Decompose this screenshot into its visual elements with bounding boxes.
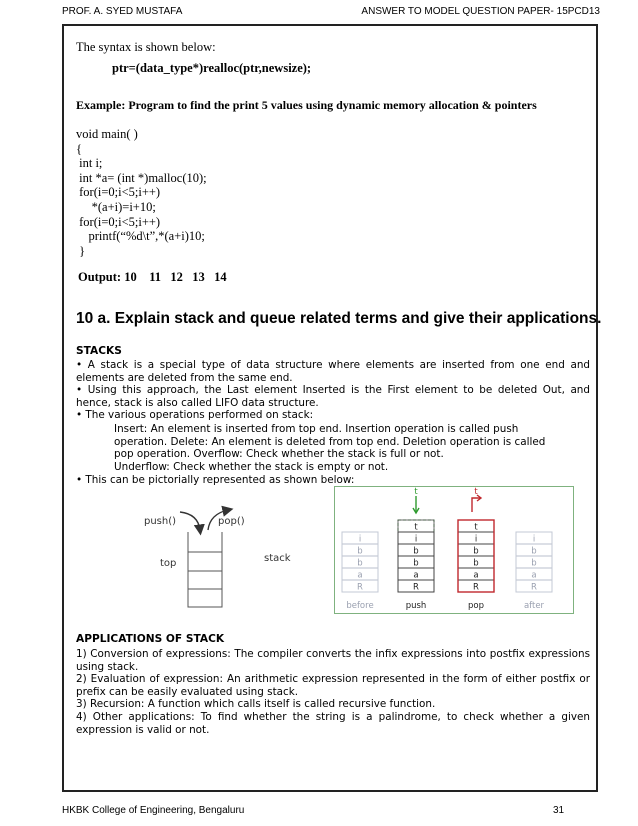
applications-title: APPLICATIONS OF STACK (76, 633, 225, 645)
stack-cell-label: a (357, 570, 363, 581)
stack-cell-label: R (473, 582, 479, 593)
stack-slot (188, 571, 222, 589)
stack-cell-label: b (413, 558, 419, 569)
top-label: top (160, 558, 177, 569)
syntax-code: ptr=(data_type*)realloc(ptr,newsize); (112, 61, 312, 75)
output-line: Output: 10 11 12 13 14 (78, 270, 227, 284)
top-pointer-label: t (414, 487, 418, 497)
stacks-title: STACKS (76, 345, 122, 357)
code-line: void main( ) (76, 127, 138, 141)
code-line: printf(“%d\t”,*(a+i)10; (76, 229, 205, 244)
code-line: int i; (76, 156, 103, 171)
stack-operations (114, 423, 590, 473)
stack-cell-label: a (531, 570, 537, 581)
code-line: { (76, 141, 82, 156)
stack-cell-label: a (413, 570, 419, 581)
push-label: push() (144, 516, 177, 527)
pictorial-bullet: • This can be pictorially represented as shown below: (76, 474, 355, 486)
stack-column-caption: after (523, 601, 545, 611)
stack-cell-label: i (358, 534, 362, 545)
example-heading: Example: Program to find the print 5 values using dynamic memory allocation & pointers (76, 98, 537, 112)
footer-page-number: 31 (553, 805, 565, 816)
stack-slot (188, 552, 222, 571)
stack-bullet: • A stack is a special type of data structure where elements are inserted from one end and elements are deleted from the same end. (76, 359, 590, 384)
stack-cell-label: b (531, 546, 537, 557)
stack-slot (188, 589, 222, 607)
header-author: PROF. A. SYED MUSTAFA (62, 6, 183, 17)
footer-college: HKBK College of Engineering, Bengaluru (62, 805, 245, 816)
code-line: int *a= (int *)malloc(10); (76, 170, 207, 185)
code-line: } (76, 243, 86, 258)
operation-line: operation. Delete: An element is deleted from top end. Deletion operation is called (114, 435, 546, 448)
header-paper-title: ANSWER TO MODEL QUESTION PAPER- 15PCD13 (361, 6, 600, 17)
stacks-definitions (76, 359, 590, 422)
stack-cell-label: i (414, 534, 418, 545)
stack-cell-label: b (473, 558, 479, 569)
stack-cell-label: a (473, 570, 479, 581)
stack-cell-label: b (473, 546, 479, 557)
stack-column-caption: push (405, 601, 427, 611)
push-arrow-icon (180, 512, 200, 530)
code-listing (76, 127, 207, 258)
stack-cell-label: b (413, 546, 419, 557)
pop-label: pop() (218, 516, 245, 527)
top-pointer-label: t (474, 487, 478, 497)
stack-cell-label: R (413, 582, 419, 593)
application-item: 3) Recursion: A function which calls itself is called recursive function. (76, 698, 436, 711)
application-item: 1) Conversion of expressions: The compiler converts the infix expressions into postfix expressions using stack. (76, 648, 590, 673)
stack-bullet: • The various operations performed on stack: (76, 409, 314, 422)
operation-line: Underflow: Check whether the stack is empty or not. (114, 460, 389, 473)
stack-cell-label: t (474, 522, 478, 533)
operation-line: Insert: An element is inserted from top end. Insertion operation is called push (114, 423, 519, 435)
stack-cell-label: R (357, 582, 363, 593)
syntax-intro: The syntax is shown below: (76, 40, 216, 54)
stack-cell-label: b (357, 558, 363, 569)
applications-list (76, 648, 590, 736)
question-heading: 10 a. Explain stack and queue related terms and give their applications. (76, 310, 602, 327)
stack-column-caption: pop (468, 601, 484, 611)
stack-cell-label: b (357, 546, 363, 557)
stack-cell-label: b (531, 558, 537, 569)
operation-line: pop operation. Overflow: Check whether the stack is full or not. (114, 448, 444, 461)
stack-cell-label: i (474, 534, 478, 545)
stack-bullet: • Using this approach, the Last element Inserted is the First element to be deleted Out, and hence, stack is also called LIFO data structure. (76, 384, 590, 409)
application-item: 4) Other applications: To find whether the string is a palindrome, to check whether a given expression is valid or not. (76, 710, 590, 736)
stack-cell-label: i (532, 534, 536, 545)
code-line: for(i=0;i<5;i++) (76, 185, 161, 200)
code-line: for(i=0;i<5;i++) (76, 214, 161, 229)
code-line: *(a+i)=i+10; (76, 199, 156, 214)
stack-label: stack (264, 553, 291, 564)
stack-column-caption: before (346, 601, 374, 611)
stack-states-diagram (334, 486, 574, 614)
application-item: 2) Evaluation of expression: An arithmetic expression represented in the form of either postfix or prefix can be easily evaluated using stack. (76, 673, 590, 698)
stack-cell-label: R (531, 582, 537, 593)
stack-cell-label: t (414, 522, 418, 533)
